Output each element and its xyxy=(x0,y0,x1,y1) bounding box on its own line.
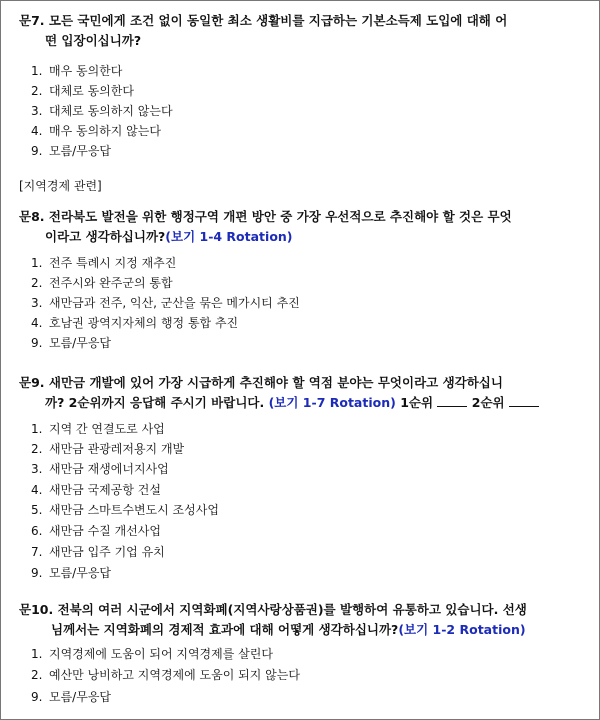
option xyxy=(31,544,165,560)
option xyxy=(31,461,169,477)
option xyxy=(31,482,161,498)
option xyxy=(31,295,300,311)
option-number: 4. xyxy=(31,483,43,497)
question-text-line2: 이라고 생각하십니까? xyxy=(45,229,166,244)
option-text: 모름/무응답 xyxy=(49,566,112,580)
option-number: 9. xyxy=(31,144,43,158)
option-text: 예산만 낭비하고 지역경제에 도움이 되지 않는다 xyxy=(49,668,300,682)
rank1-label: 1순위 xyxy=(400,395,434,410)
question-9 xyxy=(19,373,585,413)
option-text: 대체로 동의한다 xyxy=(49,84,134,98)
option-text: 새만금 스마트수변도시 조성사업 xyxy=(49,503,219,517)
option-text: 모름/무응답 xyxy=(49,144,112,158)
question-text-line2-wrap xyxy=(19,393,585,413)
option-text: 대체로 동의하지 않는다 xyxy=(49,104,173,118)
question-text-line1: 모든 국민에게 조건 없이 동일한 최소 생활비를 지급하는 기본소득제 도입에 대해 어 xyxy=(48,13,508,28)
option xyxy=(31,646,273,662)
option-text: 지역 간 연결도로 사업 xyxy=(49,422,165,436)
option-number: 5. xyxy=(31,503,43,517)
rank2-label: 2순위 xyxy=(471,395,505,410)
option-text: 새만금과 전주, 익산, 군산을 묶은 메가시티 추진 xyxy=(49,296,300,310)
option-number: 1. xyxy=(31,647,43,661)
option-text: 호남권 광역지자체의 행정 통합 추진 xyxy=(49,316,239,330)
question-8 xyxy=(19,207,585,247)
option xyxy=(31,502,219,518)
question-text-line2: 까? 2순위까지 응답해 주시기 바랍니다. xyxy=(45,395,265,410)
option-number: 4. xyxy=(31,124,43,138)
option xyxy=(31,441,184,457)
rotation-note: (보기 1-7 Rotation) xyxy=(268,395,396,410)
option-number: 4. xyxy=(31,316,43,330)
option-number: 1. xyxy=(31,256,43,270)
option-number: 3. xyxy=(31,462,43,476)
question-text-line2: 님께서는 지역화폐의 경제적 효과에 대해 어떻게 생각하십니까? xyxy=(51,622,399,637)
rank2-blank[interactable] xyxy=(509,394,539,407)
option-text: 새만금 입주 기업 유치 xyxy=(49,545,165,559)
option xyxy=(31,255,176,271)
option-number: 2. xyxy=(31,84,43,98)
question-number: 문10. xyxy=(19,602,54,617)
option-text: 모름/무응답 xyxy=(49,690,112,704)
rank1-blank[interactable] xyxy=(437,394,467,407)
option-text: 전주시와 완주군의 통합 xyxy=(49,276,173,290)
option-text: 새만금 관광레저용지 개발 xyxy=(49,442,185,456)
option xyxy=(31,123,161,139)
question-text-line1: 전라북도 발전을 위한 행정구역 개편 방안 중 가장 우선적으로 추진해야 할 것은 무엇 xyxy=(48,209,512,224)
option-number: 9. xyxy=(31,566,43,580)
question-10 xyxy=(19,600,585,640)
option-text: 전주 특례시 지정 재추진 xyxy=(49,256,177,270)
option-number: 2. xyxy=(31,668,43,682)
option-text: 새만금 수질 개선사업 xyxy=(49,524,161,538)
option-text: 새만금 국제공항 건설 xyxy=(49,483,161,497)
option xyxy=(31,63,122,79)
option-text: 매우 동의하지 않는다 xyxy=(49,124,161,138)
question-text-line1: 전북의 여러 시군에서 지역화폐(지역사랑상품권)를 발행하여 유통하고 있습니다. 선생 xyxy=(57,602,527,617)
option-number: 2. xyxy=(31,442,43,456)
question-number: 문7. xyxy=(19,13,45,28)
option xyxy=(31,689,111,705)
option-number: 3. xyxy=(31,296,43,310)
option-text: 모름/무응답 xyxy=(49,336,112,350)
question-text-line2: 떤 입장이십니까? xyxy=(45,33,142,48)
option xyxy=(31,421,165,437)
section-label: [지역경제 관련] xyxy=(19,179,102,193)
question-text-line2-wrap xyxy=(19,620,585,640)
option-text: 매우 동의한다 xyxy=(49,64,123,78)
option-text: 새만금 재생에너지사업 xyxy=(49,462,169,476)
rotation-note: (보기 1-2 Rotation) xyxy=(398,622,526,637)
option-number: 3. xyxy=(31,104,43,118)
option xyxy=(31,143,111,159)
question-text-line1: 새만금 개발에 있어 가장 시급하게 추진해야 할 역점 분야는 무엇이라고 생각하십니 xyxy=(48,375,503,390)
option-number: 9. xyxy=(31,336,43,350)
option xyxy=(31,275,173,291)
option-text: 지역경제에 도움이 되어 지역경제를 살린다 xyxy=(49,647,273,661)
option xyxy=(31,565,111,581)
option-number: 7. xyxy=(31,545,43,559)
option xyxy=(31,523,161,539)
option-number: 2. xyxy=(31,276,43,290)
option-number: 1. xyxy=(31,422,43,436)
question-7 xyxy=(19,11,585,51)
option-number: 1. xyxy=(31,64,43,78)
option-number: 6. xyxy=(31,524,43,538)
question-text-line2-wrap xyxy=(19,227,585,247)
option xyxy=(31,667,300,683)
rotation-note: (보기 1-4 Rotation) xyxy=(165,229,293,244)
question-number: 문9. xyxy=(19,375,45,390)
option xyxy=(31,83,134,99)
option-number: 9. xyxy=(31,690,43,704)
option xyxy=(31,335,111,351)
option xyxy=(31,103,173,119)
option xyxy=(31,315,238,331)
question-number: 문8. xyxy=(19,209,45,224)
